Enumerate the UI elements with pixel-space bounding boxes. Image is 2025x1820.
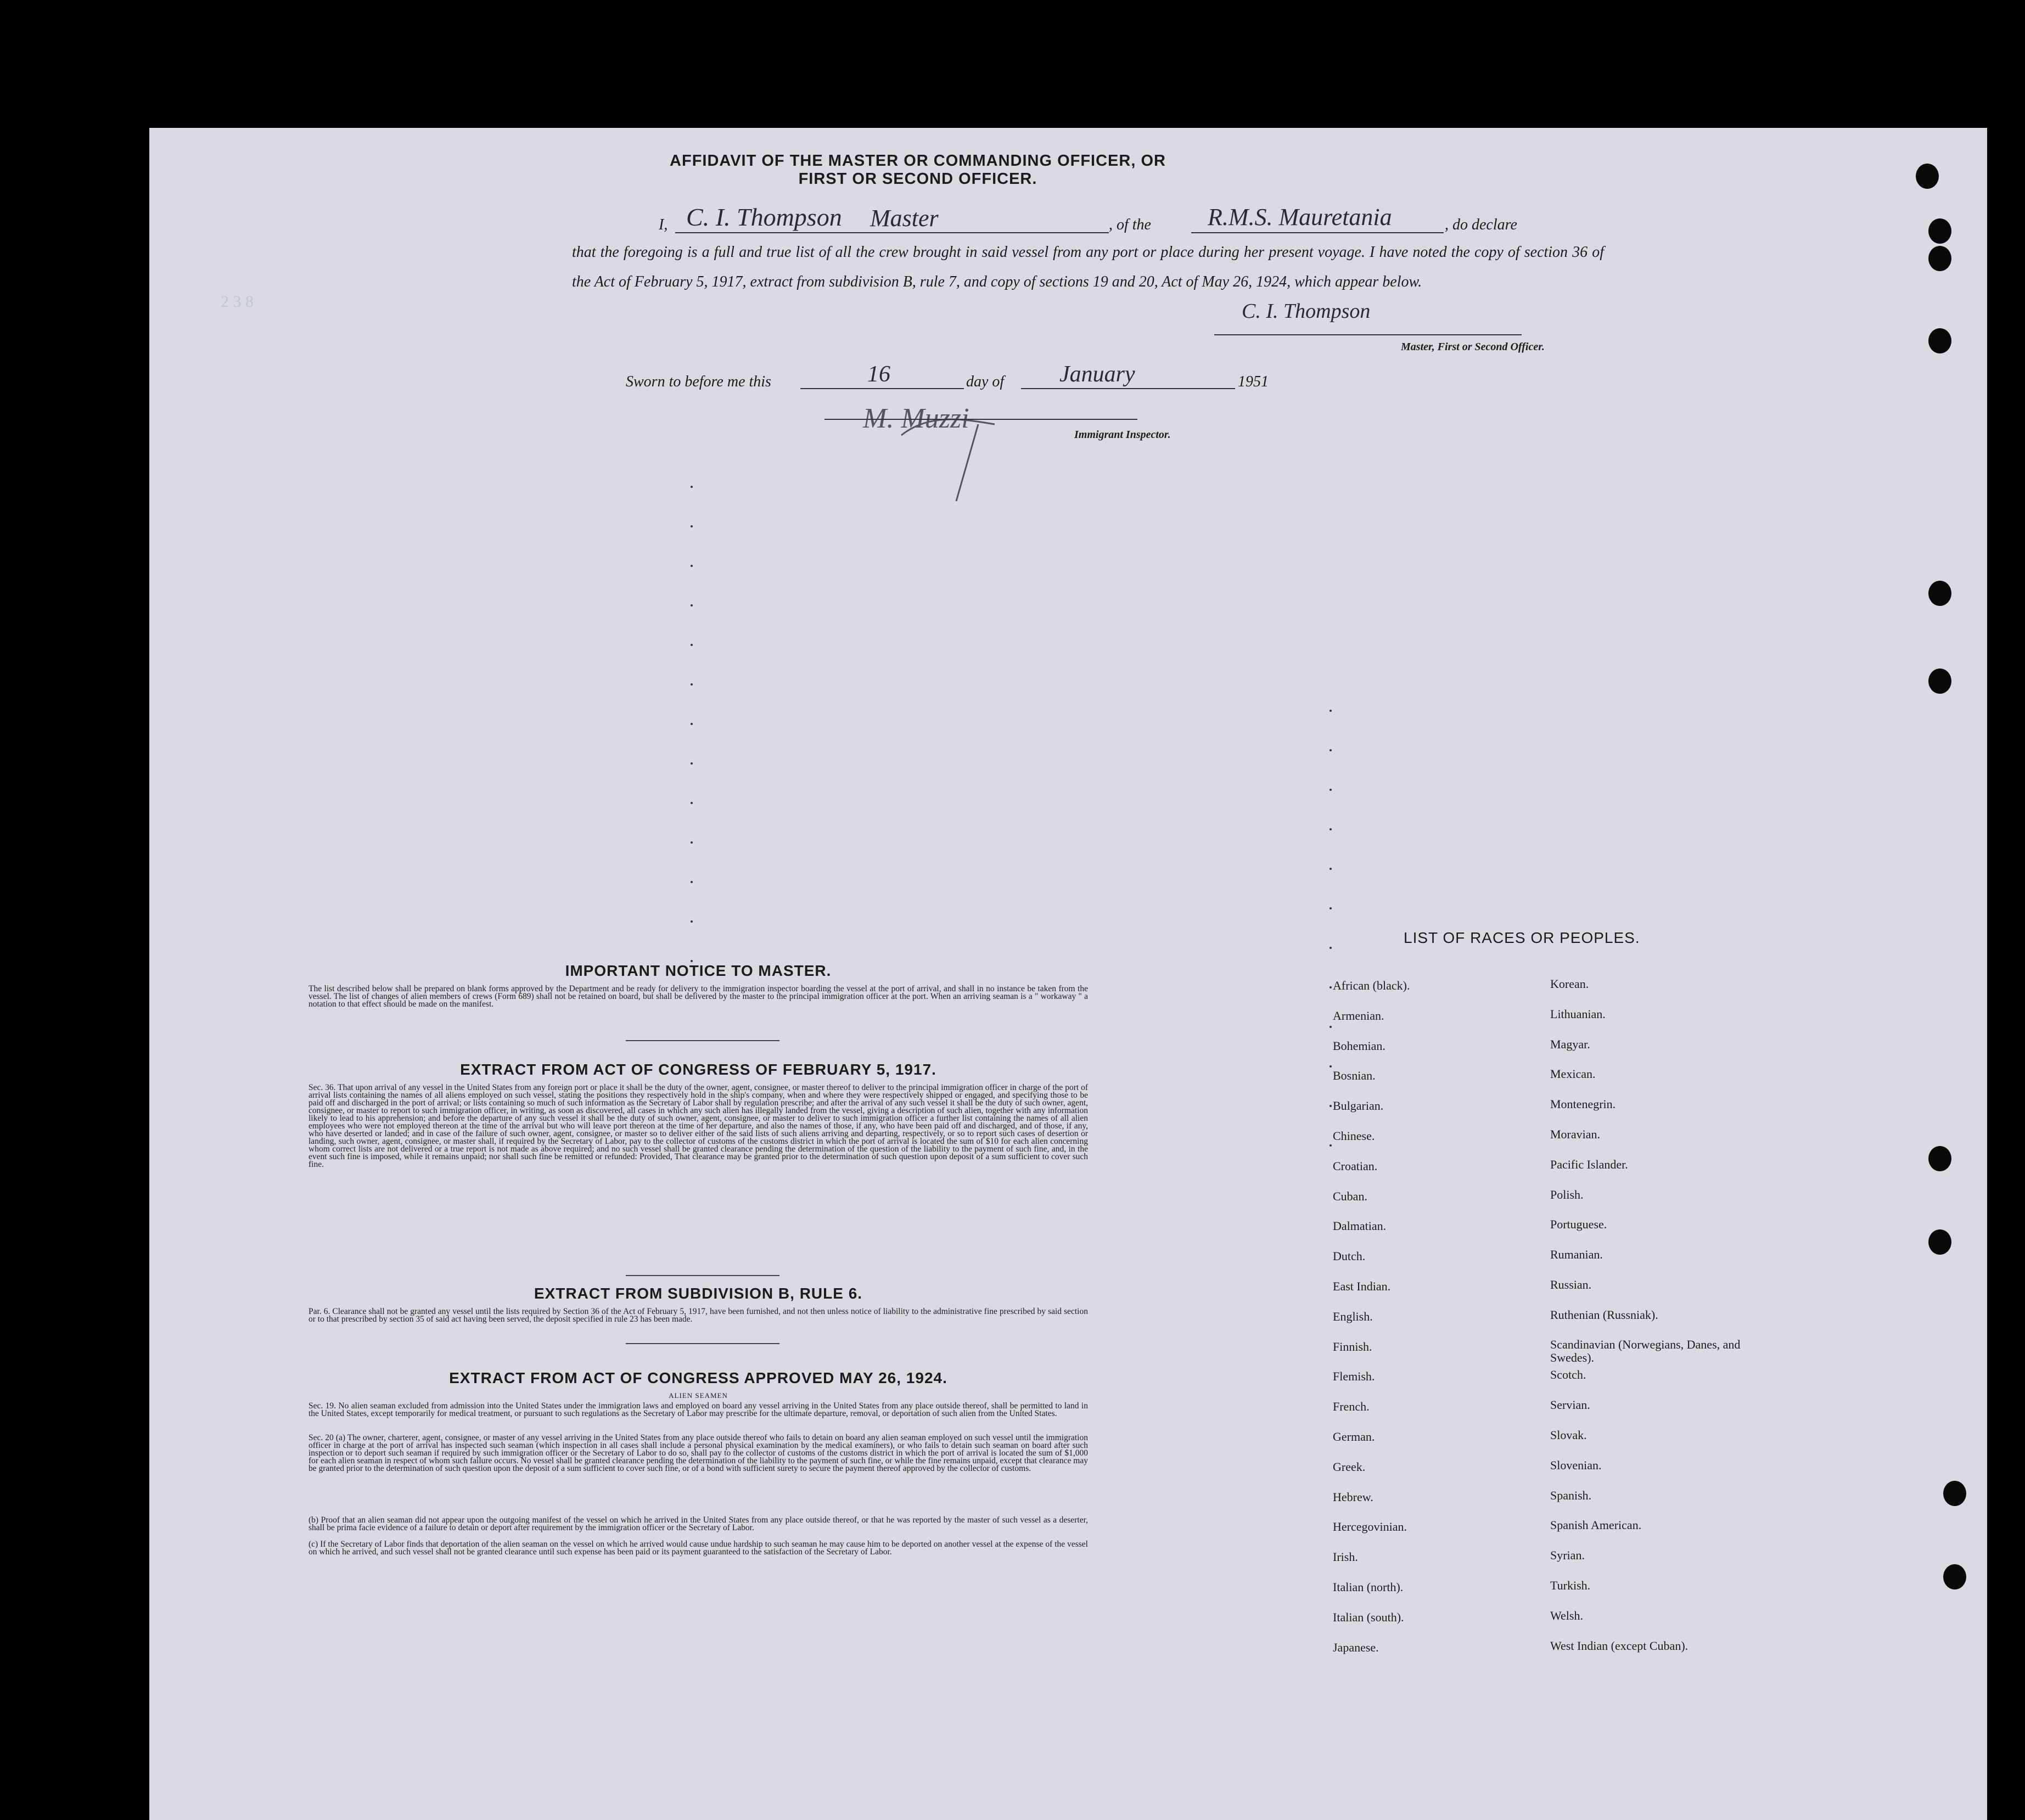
- race-item: Japanese.: [1333, 1640, 1379, 1654]
- race-item: Cuban.: [1333, 1189, 1367, 1203]
- binder-hole: [1928, 1229, 1951, 1255]
- column-dot: [1330, 710, 1332, 712]
- column-dot: [691, 683, 693, 686]
- extract-1924-sec20b: (b) Proof that an alien seaman did not appear upon the outgoing manifest of the vessel on which he arrived in the United States from any place outside thereof, or that he was reported by the master of such vessel as a deserter, shall be prima facie evidence of a failure to detain or deport after requirement by the immigration officer or the Secretary of Labor.: [308, 1515, 1088, 1532]
- race-item: Slovenian.: [1550, 1458, 1602, 1472]
- binder-hole: [1943, 1481, 1966, 1506]
- race-item: Spanish American.: [1550, 1518, 1642, 1532]
- column-dot: [1330, 947, 1332, 949]
- inspector-caption: Immigrant Inspector.: [1074, 429, 1171, 441]
- race-item: Bohemian.: [1333, 1038, 1385, 1053]
- column-dot: [1330, 789, 1332, 791]
- race-item: Scandinavian (Norwegians, Danes, and Swedes).: [1550, 1337, 1741, 1364]
- race-item: Magyar.: [1550, 1037, 1590, 1051]
- column-dot: [1330, 749, 1332, 751]
- race-item: Armenian.: [1333, 1008, 1384, 1023]
- column-dot: [691, 565, 693, 567]
- race-item: Bosnian.: [1333, 1069, 1376, 1083]
- column-dot: [1330, 986, 1332, 988]
- race-item: Polish.: [1550, 1187, 1584, 1201]
- race-item: Finnish.: [1333, 1339, 1372, 1353]
- column-dot: [1330, 907, 1332, 909]
- race-item: Spanish.: [1550, 1488, 1592, 1502]
- extract-1924-sec20a: Sec. 20 (a) The owner, charterer, agent, consignee, or master of any vessel arriving in the United States from any place outside thereof who fails to detain on board any alien seaman employed on such vessel until the immigration officer in charge at the port of arrival has inspected such seaman (which inspection in all cases shall include a personal physical examination by the medical examiners), or who fails to detain such seaman on board after such inspection or to deport such seaman if required by such immigration officer or the Secretary of Labor to do so, shall pay to the collector of customs of the customs district in which the port of arrival is located the sum of $1,000 for each alien seaman in respect of whom such failure occurs. No vessel shall be granted clearance pending the determination of the liability to the payment of such fine, or while the fine remains unpaid, except that clearance may be granted prior to the determination of such question upon the deposit of a sum sufficient to cover such fine, or of a bond with sufficient surety to secure the payment thereof approved by the collector of customs.: [308, 1433, 1088, 1473]
- sworn-year: 1951: [1238, 373, 1269, 390]
- notice-text: The list described below shall be prepared on blank forms approved by the Department and be ready for delivery to the immigration inspector boarding the vessel at the port of arrival, and shall in no instance be taken from the vessel. The list of changes of alien members of crews (Form 689) shall not be retained on board, but shall be delivered by the master to the principal immigration officer at the port. When an arriving seaman is a " workaway " a notation to that effect should be made on the manifest.: [308, 984, 1088, 1009]
- race-item: Dalmatian.: [1333, 1219, 1387, 1233]
- column-dot: [1330, 1105, 1332, 1107]
- race-item: African (black).: [1333, 979, 1410, 992]
- column-dot: [691, 644, 693, 646]
- binder-hole: [1928, 669, 1951, 694]
- notice-title: IMPORTANT NOTICE TO MASTER.: [565, 962, 832, 979]
- race-item: Montenegrin.: [1550, 1097, 1616, 1111]
- column-dot: [691, 486, 693, 488]
- race-item: Hebrew.: [1333, 1490, 1373, 1504]
- column-dot: [691, 841, 693, 844]
- extract-1917-title: EXTRACT FROM ACT OF CONGRESS OF FEBRUARY 5, 1917.: [460, 1061, 936, 1078]
- column-dot: [691, 802, 693, 804]
- decl-suffix: , do declare: [1445, 216, 1517, 233]
- signature-caption: Master, First or Second Officer.: [1401, 341, 1545, 353]
- races-title: LIST OF RACES OR PEOPLES.: [1404, 929, 1640, 946]
- race-item: French.: [1333, 1400, 1370, 1414]
- binder-hole: [1916, 164, 1939, 189]
- race-item: Croatian.: [1333, 1159, 1378, 1173]
- extract-1924-subtitle: ALIEN SEAMEN: [669, 1391, 728, 1400]
- sworn-day-handwritten: 16: [867, 362, 890, 387]
- race-item: Lithuanian.: [1550, 1007, 1606, 1021]
- column-dot: [691, 960, 693, 962]
- decl-of-the: , of the: [1109, 216, 1151, 233]
- column-dot: [1330, 1065, 1332, 1068]
- race-item: Italian (north).: [1333, 1580, 1404, 1594]
- race-item: Servian.: [1550, 1398, 1590, 1412]
- extract-1924-title: EXTRACT FROM ACT OF CONGRESS APPROVED MAY 26, 1924.: [449, 1369, 947, 1386]
- race-item: Ruthenian (Russniak).: [1550, 1307, 1658, 1322]
- inspector-signature: M. Muzzi: [863, 403, 969, 434]
- master-title-handwritten: Master: [870, 205, 939, 232]
- binder-hole: [1943, 1564, 1966, 1589]
- race-item: Portuguese.: [1550, 1217, 1607, 1232]
- sworn-line: [626, 362, 1394, 397]
- race-item: Italian (south).: [1333, 1610, 1404, 1624]
- decl-prefix: I,: [659, 216, 668, 233]
- extract-1924-sec20c: (c) If the Secretary of Labor finds that deportation of the alien seaman on the vessel on which he arrived would cause undue hardship to such seaman he may cause him to be deported on another vessel at the expense of the vessel on which he arrived, and such vessel shall not be granted clearance until such expense has been paid or its payment guaranteed to the satisfaction of the Secretary of Labor.: [308, 1540, 1088, 1557]
- master-signature: C. I. Thompson: [1242, 300, 1371, 323]
- race-item: Moravian.: [1550, 1127, 1601, 1141]
- binder-hole: [1928, 246, 1951, 271]
- column-dot: [691, 881, 693, 883]
- column-dot: [691, 920, 693, 923]
- subdivision-title: EXTRACT FROM SUBDIVISION B, RULE 6.: [534, 1285, 863, 1302]
- race-item: Turkish.: [1550, 1579, 1591, 1592]
- sworn-prefix: Sworn to before me this: [626, 373, 771, 390]
- race-item: Chinese.: [1333, 1129, 1375, 1143]
- extract-1924-sec19: Sec. 19. No alien seaman excluded from admission into the United States under the immigration laws and employed on board any vessel arriving in the United States from any place outside thereof, shall be permitted to land in the United States, except temporarily for medical treatment, or pursuant to such regulations as the Secretary of Labor may prescribe for the ultimate departure, removal, or deportation of such alien from the United States.: [308, 1401, 1088, 1418]
- race-item: Korean.: [1550, 977, 1589, 991]
- subdivision-text: Par. 6. Clearance shall not be granted any vessel until the lists required by Section 36 of the Act of February 5, 1917, have been furnished, and not then unless notice of liability to the administrative fine prescribed by said section or to that prescribed by section 35 of said act having been served, the deposit specified in rule 23 has been made.: [308, 1307, 1088, 1324]
- race-item: Irish.: [1333, 1550, 1358, 1564]
- column-dot: [691, 525, 693, 527]
- race-item: Bulgarian.: [1333, 1099, 1384, 1113]
- column-dot: [1330, 1026, 1332, 1028]
- column-dot: [691, 723, 693, 725]
- race-item: Pacific Islander.: [1550, 1157, 1628, 1171]
- sworn-month-handwritten: January: [1059, 362, 1135, 387]
- column-dot: [1330, 828, 1332, 830]
- declaration-line-1: [659, 203, 1746, 240]
- sworn-day-of: day of: [966, 373, 1005, 390]
- race-item: Welsh.: [1550, 1608, 1583, 1622]
- binder-hole: [1928, 581, 1951, 606]
- column-dot: [691, 604, 693, 606]
- column-dot: [691, 762, 693, 765]
- declaration-body: that the foregoing is a full and true list of all the crew brought in said vessel from any port or place during her present voyage. I have noted the copy of section 36 of the Act of February 5, 1917, extract from subdivision B, rule 7, and copy of sections 19 and 20, Act of May 26, 1924, which appear below.: [572, 244, 1604, 290]
- race-item: German.: [1333, 1430, 1375, 1443]
- race-item: Rumanian.: [1550, 1248, 1603, 1262]
- column-dot: [1330, 868, 1332, 870]
- race-item: English.: [1333, 1309, 1373, 1323]
- column-dot: [1330, 1144, 1332, 1147]
- inspector-signature-flourish: [896, 402, 1072, 507]
- race-item: Greek.: [1333, 1459, 1366, 1474]
- bleed-through-mark: 2 3 8: [221, 293, 254, 311]
- race-item: Scotch.: [1550, 1368, 1586, 1382]
- race-item: Flemish.: [1333, 1369, 1375, 1384]
- race-item: Syrian.: [1550, 1548, 1585, 1563]
- vessel-name-handwritten: R.M.S. Mauretania: [1208, 204, 1392, 231]
- binder-hole: [1928, 218, 1951, 244]
- race-item: Mexican.: [1550, 1067, 1596, 1081]
- race-item: Russian.: [1550, 1278, 1592, 1291]
- race-item: Slovak.: [1550, 1428, 1587, 1442]
- affidavit-title: AFFIDAVIT OF THE MASTER OR COMMANDING OFFICER, OR FIRST OR SECOND OFFICER.: [670, 152, 1166, 188]
- binder-hole: [1928, 328, 1951, 353]
- race-item: Dutch.: [1333, 1249, 1366, 1263]
- race-item: West Indian (except Cuban).: [1550, 1638, 1689, 1653]
- extract-1917-text: Sec. 36. That upon arrival of any vessel in the United States from any foreign port or place it shall be the duty of the owner, agent, consignee, or master thereof to deliver to the principal immigration officer in charge of the port of arrival lists containing the names of all aliens employed on such vessel, stating the positions they respectively hold in the ship's company, when and where they were respectively shipped or engaged, and specifying those to be paid off and discharged in the port of arrival; or lists containing so much of such information as the Secretary of Labor shall by regulation prescribe; and after the arrival of any such vessel it shall be the duty of such owner, agent, consignee, or master to report to such immigration officer, in writing, as soon as discovered, all cases in which any such alien has illegally landed from the vessel, giving a description of such alien, together with any information likely to lead to his apprehension; and before the departure of any such vessel it shall be the duty of such owner, agent, consignee, or master to deliver to such immigration officer a further list containing the names of all alien employees who were not employed thereon at the time of the arrival but who will leave port thereon at the time of her departure, and also the names of those, if any, who have been paid off and discharged, and of those, if any, who have deserted or landed; and in case of the failure of such owner, agent, consignee, or master so to deliver either of the said lists of such aliens arriving and departing, respectively, or so to report such cases of desertion or landing, such owner, agent, consignee, or master shall, if required by the Secretary of Labor, pay to the collector of customs of the customs district in which the port of arrival is located the sum of $10 for each alien concerning whom correct lists are not delivered or a true report is not made as above required; and no such vessel shall be granted clearance pending the determination of the question of the liability to the payment of such fine, and, in the event such fine is imposed, while it remains unpaid; nor shall such fine be remitted or refunded: Provided, That clearance may be granted prior to the determination of such question upon deposit of a sum sufficient to cover such fine.: [308, 1083, 1088, 1169]
- binder-hole: [1928, 1146, 1951, 1171]
- race-item: East Indian.: [1333, 1279, 1391, 1293]
- manifest-page: [149, 128, 1987, 1820]
- race-item: Hercegovinian.: [1333, 1520, 1407, 1534]
- master-name-handwritten: C. I. Thompson: [686, 203, 842, 231]
